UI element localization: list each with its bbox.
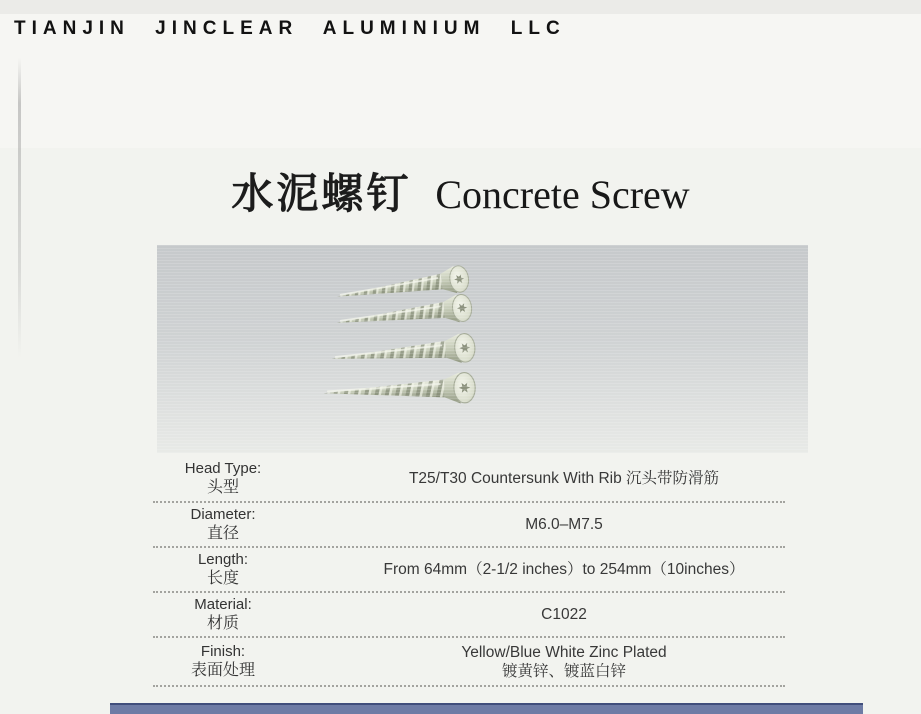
spec-label xyxy=(153,548,293,591)
spec-row-finish xyxy=(153,638,785,687)
footer-bar xyxy=(110,703,863,714)
spec-row-diameter xyxy=(153,503,785,548)
spec-value-text: From 64mm（2-1/2 inches）to 254mm（10inches） xyxy=(383,561,745,578)
spec-value xyxy=(293,548,785,591)
spec-row-head-type xyxy=(153,455,785,503)
spec-label-zh: 直径 xyxy=(206,525,239,542)
product-title-zh: 水泥螺钉 xyxy=(231,170,412,217)
spec-value xyxy=(293,593,785,636)
product-title-en: Concrete Screw xyxy=(435,172,690,217)
spec-label-zh: 长度 xyxy=(206,570,239,587)
spec-label xyxy=(153,593,293,636)
spec-label-zh: 表面处理 xyxy=(190,662,255,679)
spec-label-zh: 头型 xyxy=(206,478,239,496)
spec-value-text: C1022 xyxy=(541,606,587,623)
spec-row-material xyxy=(153,593,785,638)
spec-label-en: Length: xyxy=(197,551,249,568)
spec-label-en: Diameter: xyxy=(190,506,256,523)
spec-label xyxy=(153,455,293,501)
spec-label xyxy=(153,638,293,685)
spec-label-en: Finish: xyxy=(200,643,246,660)
spec-label-zh: 材质 xyxy=(206,615,239,632)
spec-label xyxy=(153,503,293,546)
spec-value xyxy=(293,455,785,501)
screw-2 xyxy=(335,293,473,336)
spec-value xyxy=(293,638,785,685)
spec-label-en: Head Type: xyxy=(184,459,262,477)
spec-label-en: Material: xyxy=(194,596,252,613)
spec-value-text-zh: 镀黄锌、镀蓝白锌 xyxy=(501,662,626,680)
spec-value-text: T25/T30 Countersunk With Rib 沉头带防滑筋 xyxy=(408,469,720,487)
screw-3 xyxy=(331,332,477,373)
spec-table xyxy=(153,455,785,687)
spec-value xyxy=(293,503,785,546)
screw-4 xyxy=(323,372,476,409)
product-title xyxy=(0,170,921,219)
company-name: TIANJIN JINCLEAR ALUMINIUM LLC xyxy=(14,18,566,39)
spec-value-text: M6.0–M7.5 xyxy=(525,516,603,533)
spec-value-text: Yellow/Blue White Zinc Plated xyxy=(461,643,667,661)
spec-row-length xyxy=(153,548,785,593)
product-photo xyxy=(157,245,808,453)
page-top-edge xyxy=(0,0,921,14)
screws-illustration xyxy=(157,245,808,453)
